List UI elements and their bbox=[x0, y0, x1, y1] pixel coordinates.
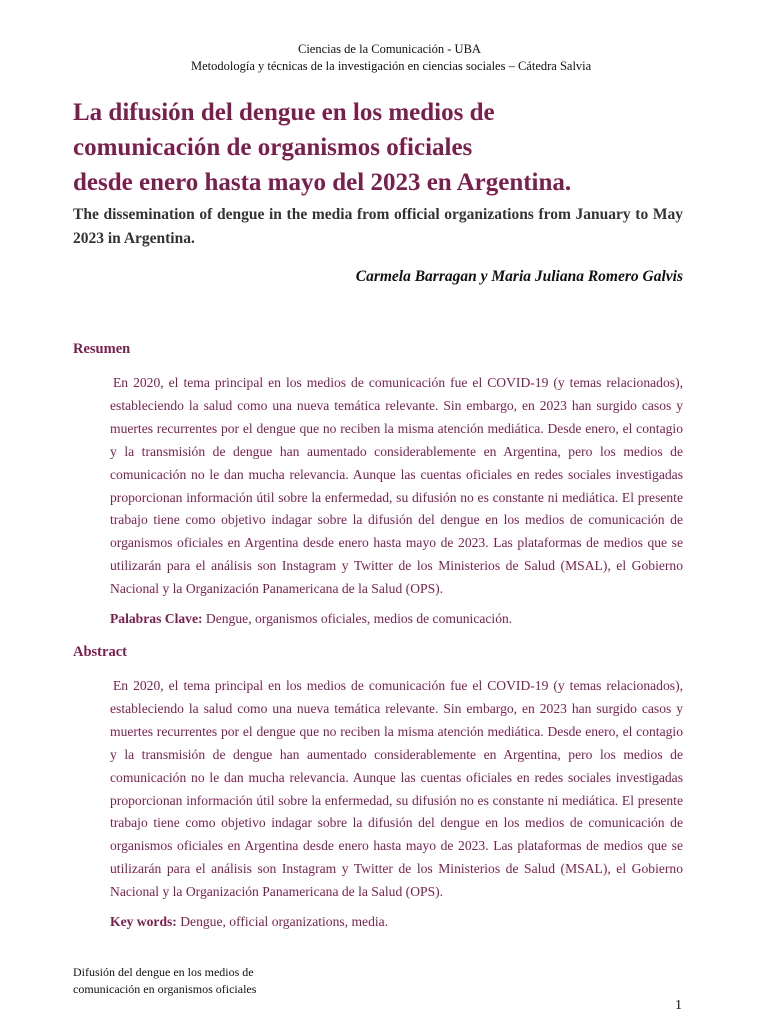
abstract-heading: Abstract bbox=[73, 644, 127, 660]
paper-title-line: La difusión del dengue en los medios de bbox=[73, 99, 495, 126]
resumen-paragraph: En 2020, el tema principal en los medios de comunicación fue el COVID-19 (y temas relacionados), estableciendo la salud como una nueva temática relevante. Sin embargo, en 2023 han surgido casos y muertes recurrentes por el dengue que no reciben la misma atención mediática. Desde enero, el contagio y la transmisión de dengue han aumentado considerablemente en Argentina, pero los medios de comunicación no le dan mucha relevancia. Aunque las cuentas oficiales en redes sociales investigadas proporcionan información útil sobre la enfermedad, su difusión no es constante ni mediática. El presente trabajo tiene como objetivo indagar sobre la difusión del dengue en los medios de comunicación de organismos oficiales en Argentina desde enero hasta mayo de 2023. Las plataformas de medios que se utilizarán para el análisis son Instagram y Twitter de los Ministerios de Salud (MSAL), el Gobierno Nacional y la Organización Panamericana de la Salud (OPS). bbox=[110, 375, 683, 597]
keywords-text: Dengue, official organizations, media. bbox=[176, 914, 389, 929]
keywords-label: Key words: bbox=[110, 914, 177, 929]
resumen-keywords bbox=[110, 611, 512, 627]
abstract-paragraph: En 2020, el tema principal en los medios de comunicación fue el COVID-19 (y temas relacionados), estableciendo la salud como una nueva temática relevante. Sin embargo, en 2023 han surgido casos y muertes recurrentes por el dengue que no reciben la misma atención mediática. Desde enero, el contagio y la transmisión de dengue han aumentado considerablemente en Argentina, pero los medios de comunicación no le dan mucha relevancia. Aunque las cuentas oficiales en redes sociales investigadas proporcionan información útil sobre la enfermedad, su difusión no es constante ni mediática. El presente trabajo tiene como objetivo indagar sobre la difusión del dengue en los medios de comunicación de organismos oficiales en Argentina desde enero hasta mayo de 2023. Las plataformas de medios que se utilizarán para el análisis son Instagram y Twitter de los Ministerios de Salud (MSAL), el Gobierno Nacional y la Organización Panamericana de la Salud (OPS). bbox=[110, 678, 683, 900]
header-subject-line: Metodología y técnicas de la investigación en ciencias sociales – Cátedra Salvia bbox=[191, 59, 592, 73]
paper-subtitle-english: The dissemination of dengue in the media from official organizations from January to May 2023 in Argentina. bbox=[73, 206, 683, 247]
paper-title bbox=[73, 95, 693, 200]
keywords-text: Dengue, organismos oficiales, medios de comunicación. bbox=[202, 611, 513, 626]
page-footer-note bbox=[73, 964, 256, 998]
keywords-label: Palabras Clave: bbox=[110, 611, 203, 626]
abstract-keywords bbox=[110, 914, 388, 930]
paper-title-line: desde enero hasta mayo del 2023 en Argentina. bbox=[73, 169, 572, 196]
resumen-heading: Resumen bbox=[73, 341, 131, 357]
header-course-line: Ciencias de la Comunicación - UBA bbox=[298, 42, 481, 56]
footer-line: Difusión del dengue en los medios de bbox=[73, 965, 254, 979]
footer-line: comunicación en organismos oficiales bbox=[73, 982, 257, 996]
paper-title-line: comunicación de organismos oficiales bbox=[73, 134, 473, 161]
authors-line: Carmela Barragan y Maria Juliana Romero Galvis bbox=[355, 268, 683, 285]
page-number: 1 bbox=[675, 998, 682, 1013]
